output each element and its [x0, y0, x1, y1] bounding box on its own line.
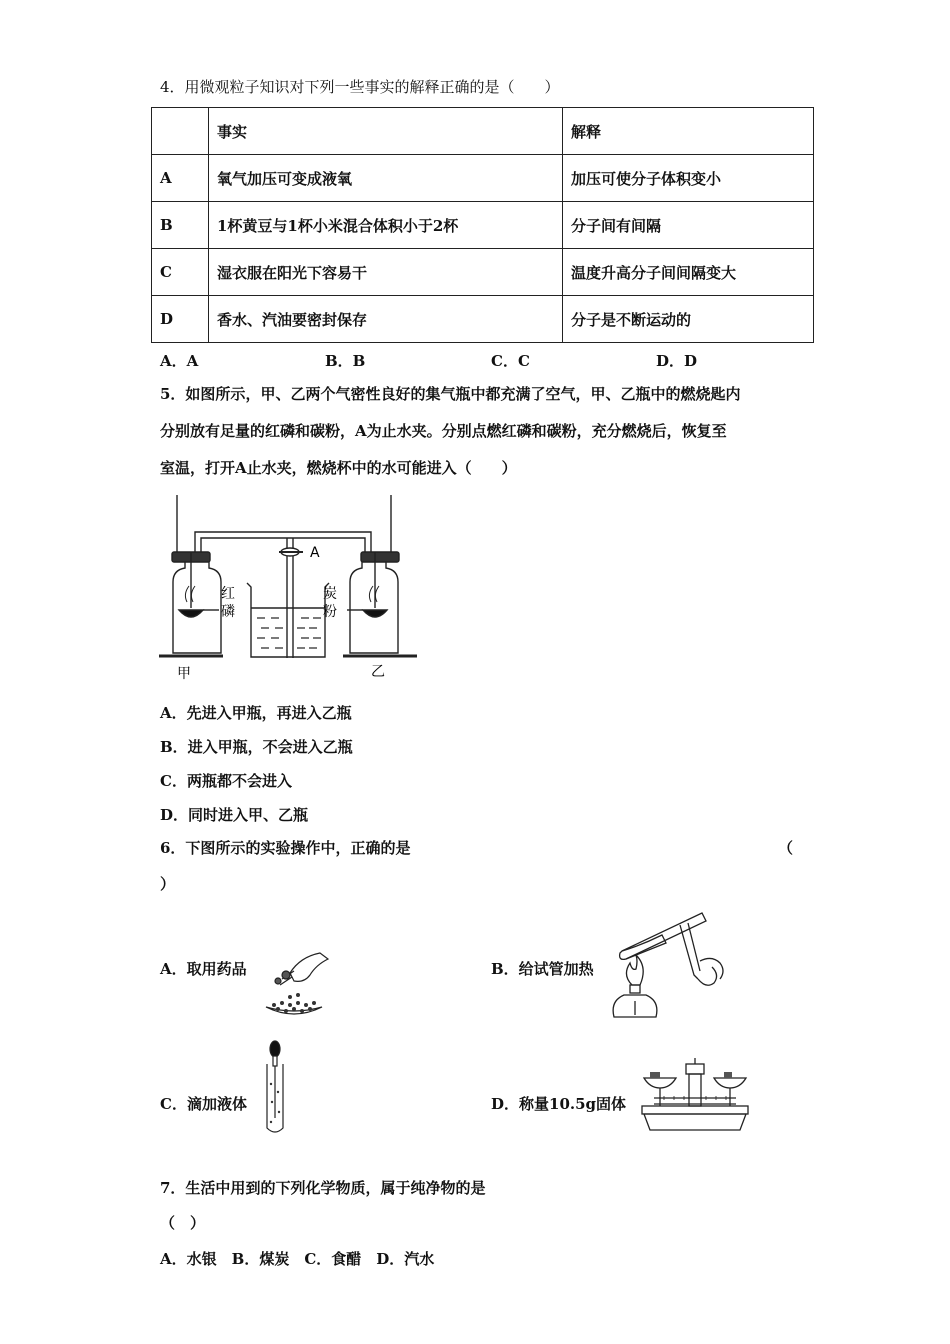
table-cell: 事实 [209, 108, 563, 155]
table-cell: 分子是不断运动的 [563, 296, 814, 343]
q5-stem-line: 室温，打开A止水夹，燃烧杯中的水可能进入（ ） [160, 459, 517, 477]
q5-stem-line: 分别放有足量的红磷和碳粉，A为止水夹。分别点燃红磷和碳粉，充分燃烧后，恢复至 [160, 422, 727, 440]
q5-option-a[interactable]: A．先进入甲瓶，再进入乙瓶 [160, 704, 352, 722]
q4-table [151, 107, 814, 343]
right-substance-char: 粉 [323, 604, 337, 620]
q5-option-b[interactable]: B．进入甲瓶，不会进入乙瓶 [160, 738, 353, 756]
right-substance-char: 炭 [323, 586, 337, 602]
q4-option-d[interactable]: D．D [656, 352, 698, 370]
left-substance-char: 红 [221, 586, 235, 602]
left-substance-char: 磷 [221, 604, 235, 620]
q5-stem-line: 5．如图所示，甲、乙两个气密性良好的集气瓶中都充满了空气，甲、乙瓶中的燃烧匙内 [160, 385, 741, 403]
table-header-row [152, 108, 814, 155]
q4-option-a[interactable]: A．A [160, 352, 199, 370]
table-cell [152, 108, 209, 155]
q6-stem: 6．下图所示的实验操作中，正确的是 [160, 839, 411, 857]
left-bottle-label: 甲 [177, 666, 191, 682]
q4-option-c[interactable]: C．C [491, 352, 530, 370]
take-chemical-illustration [260, 945, 332, 1023]
table-cell: 加压可使分子体积变小 [563, 155, 814, 202]
q7-stem: 7．生活中用到的下列化学物质，属于纯净物的是 [160, 1179, 486, 1197]
table-row [152, 296, 814, 343]
q5-option-c[interactable]: C．两瓶都不会进入 [160, 772, 292, 790]
q7-options[interactable]: A．水银 B．煤炭 C．食醋 D．汽水 [160, 1250, 435, 1268]
table-cell: 香水、汽油要密封保存 [209, 296, 563, 343]
table-cell: C [152, 249, 209, 296]
table-cell: 1杯黄豆与1杯小米混合体积小于2杯 [209, 202, 563, 249]
q6-paren-open: （ [778, 839, 794, 857]
q6-option-c[interactable]: C．滴加液体 [160, 1095, 247, 1113]
clamp-label: A [310, 545, 320, 561]
dropper-illustration [262, 1040, 288, 1136]
table-cell: 温度升高分子间间隔变大 [563, 249, 814, 296]
right-bottle-label: 乙 [371, 664, 385, 680]
q7-paren: （ ） [160, 1214, 206, 1232]
table-cell: D [152, 296, 209, 343]
q6-option-a[interactable]: A．取用药品 [160, 960, 247, 978]
table-cell: 氧气加压可变成液氧 [209, 155, 563, 202]
balance-scale-illustration [640, 1058, 750, 1138]
q5-apparatus-figure [155, 490, 430, 685]
q6-option-b[interactable]: B．给试管加热 [491, 960, 594, 978]
heating-test-tube-illustration [602, 905, 732, 1025]
q6-option-d[interactable]: D．称量10.5g固体 [491, 1095, 627, 1113]
table-row [152, 249, 814, 296]
table-cell: 解释 [563, 108, 814, 155]
table-row [152, 155, 814, 202]
q4-stem: 4．用微观粒子知识对下列一些事实的解释正确的是（ ） [160, 78, 560, 96]
table-cell: 分子间有间隔 [563, 202, 814, 249]
table-cell: B [152, 202, 209, 249]
q6-paren-close: ） [160, 875, 176, 893]
table-row [152, 202, 814, 249]
q5-option-d[interactable]: D．同时进入甲、乙瓶 [160, 806, 309, 824]
table-cell: A [152, 155, 209, 202]
q4-option-b[interactable]: B．B [325, 352, 366, 370]
table-cell: 湿衣服在阳光下容易干 [209, 249, 563, 296]
